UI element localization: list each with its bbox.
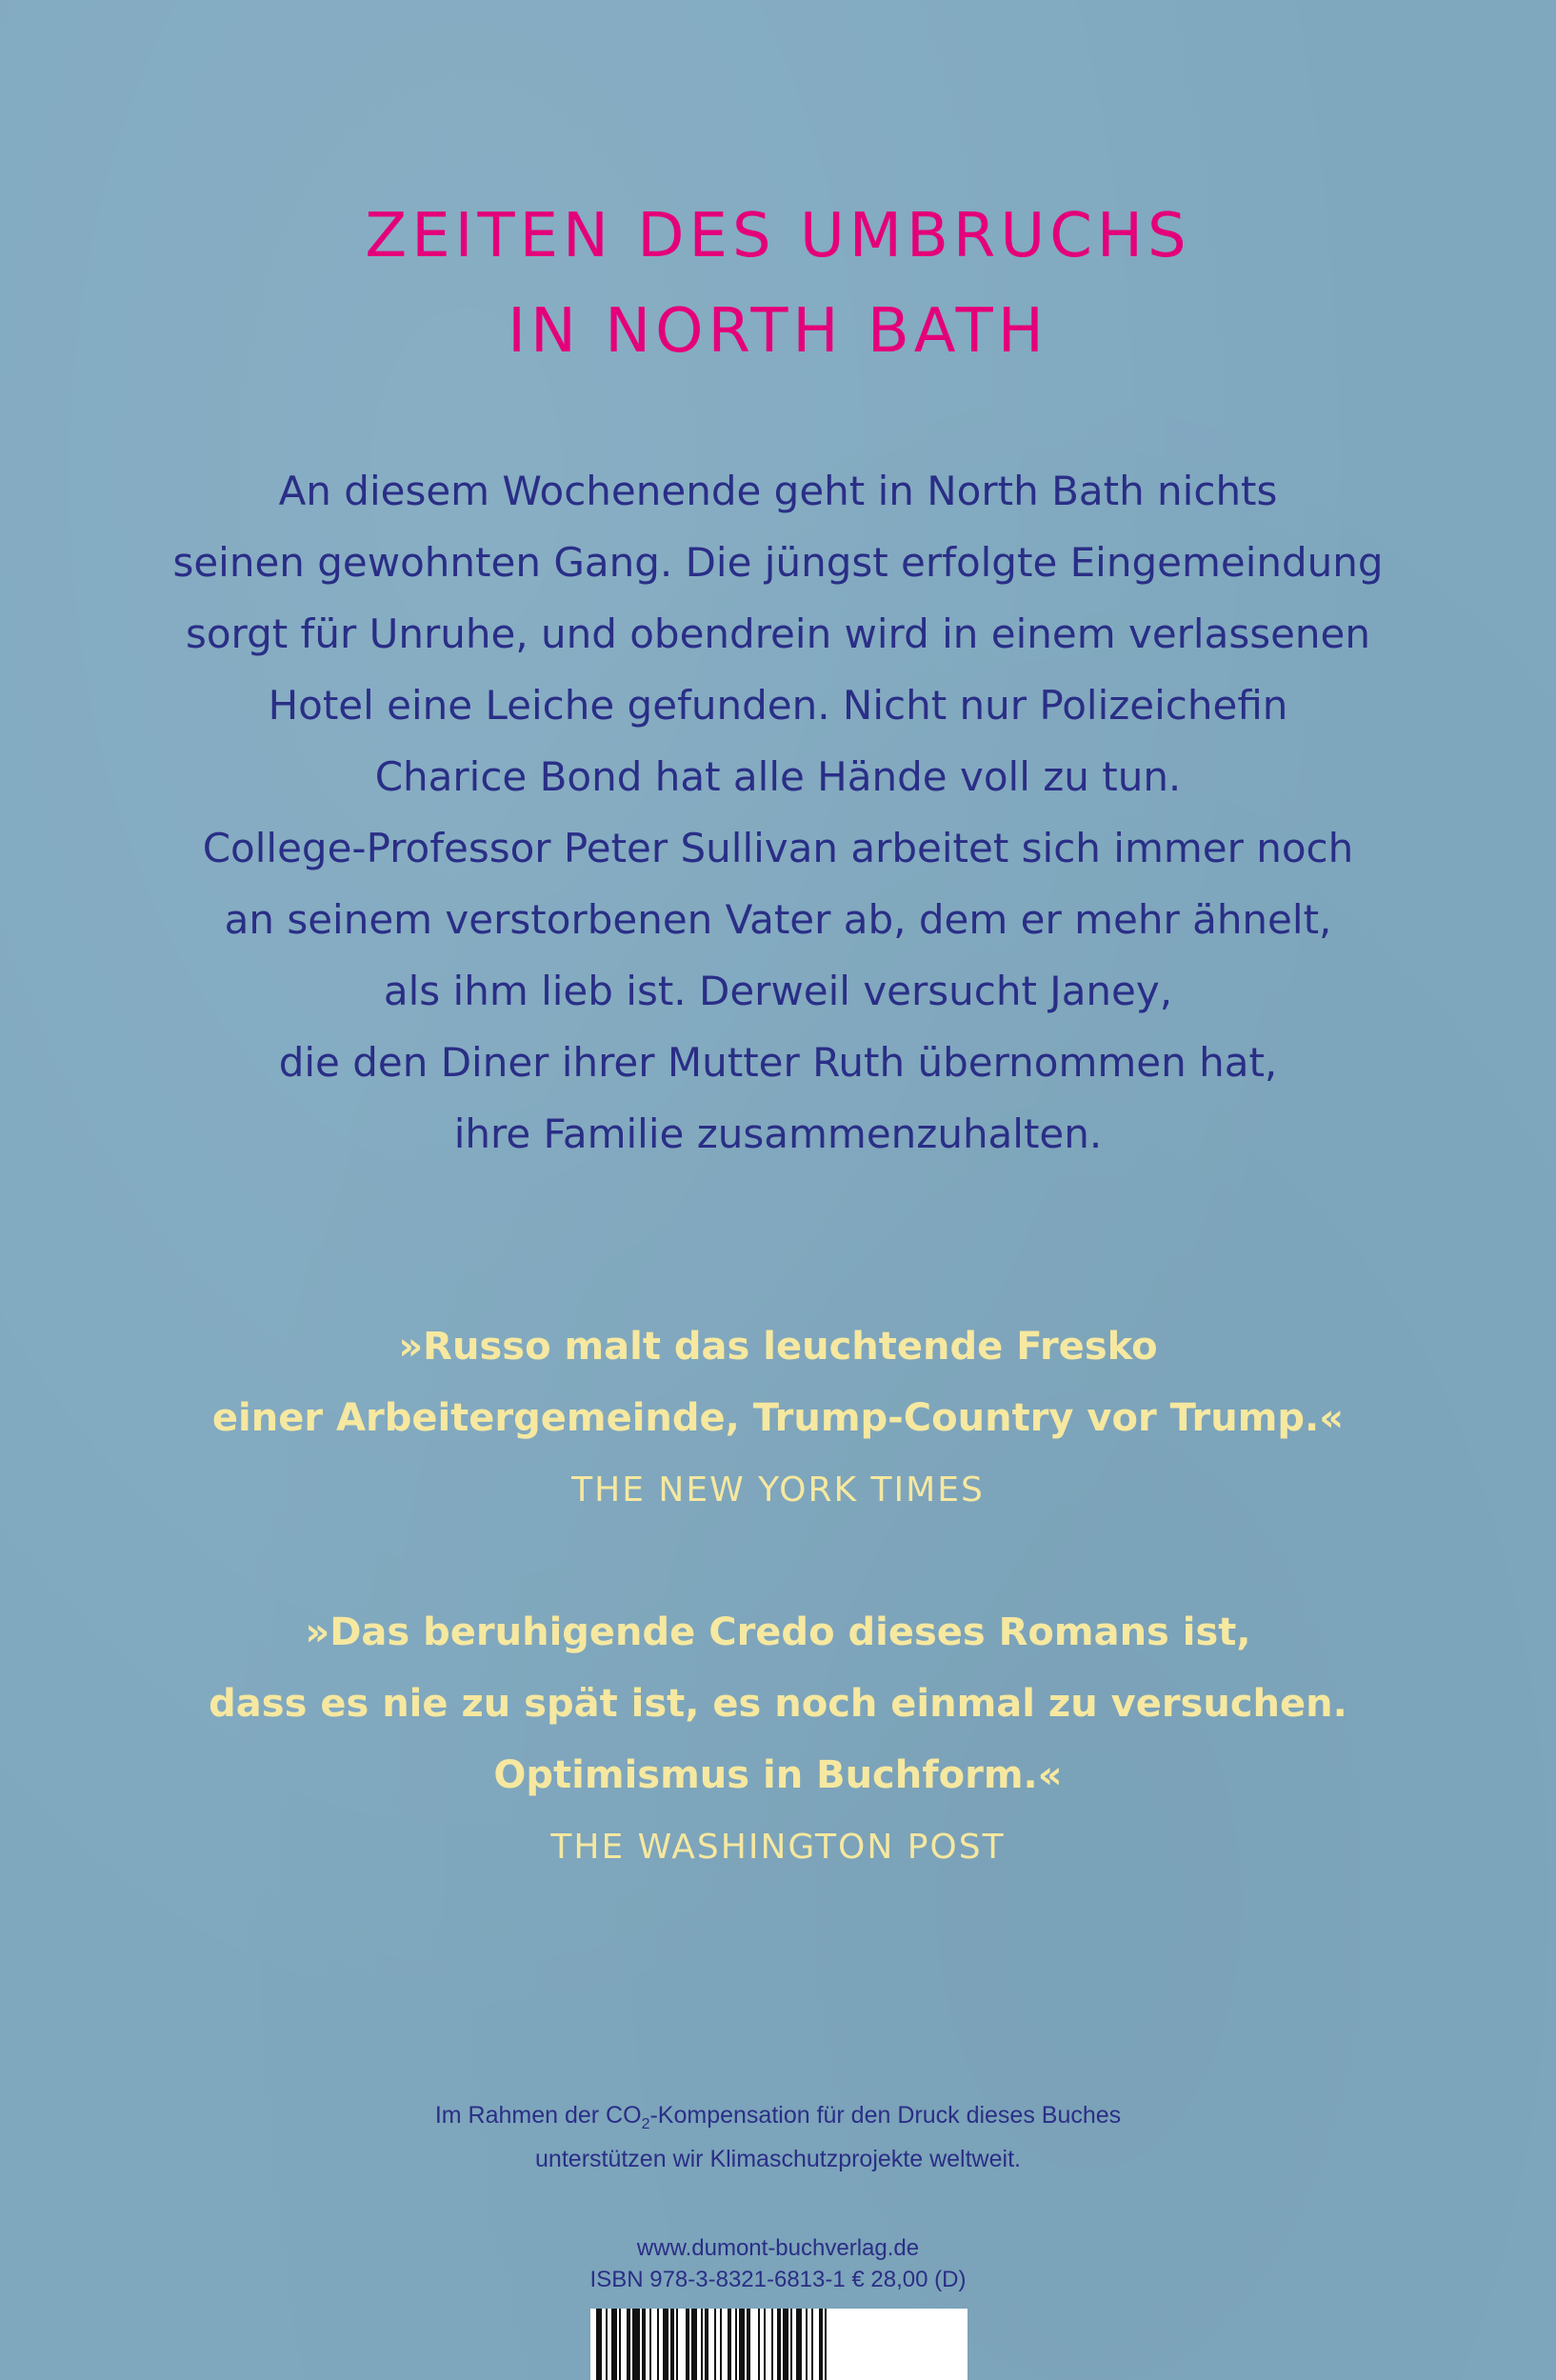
- barcode-bar: [606, 2309, 608, 2380]
- headline-line: ZEITEN DES UMBRUCHS: [365, 201, 1191, 271]
- barcode-bar: [720, 2309, 722, 2380]
- barcode-bar: [619, 2309, 621, 2380]
- notice-text: Im Rahmen der CO: [434, 2102, 642, 2129]
- barcode-bar: [642, 2309, 646, 2380]
- notice-line-1: [0, 2098, 1556, 2142]
- barcode: [590, 2309, 968, 2380]
- climate-notice: [0, 2098, 1556, 2176]
- blurb-line: die den Diner ihrer Mutter Ruth übernommen hat,: [278, 1039, 1278, 1086]
- barcode-bar: [691, 2309, 697, 2380]
- quote-source: THE WASHINGTON POST: [550, 1828, 1006, 1867]
- barcode-bar: [632, 2309, 640, 2380]
- blurb-line: An diesem Wochenende geht in North Bath nichts: [278, 468, 1278, 514]
- barcode-bar: [649, 2309, 651, 2380]
- barcode-bar: [796, 2309, 802, 2380]
- barcode-bar: [728, 2309, 731, 2380]
- notice-text: -Kompensation für den Druck dieses Buches: [649, 2102, 1122, 2129]
- barcode-bar: [627, 2309, 630, 2380]
- barcode-bar: [705, 2309, 708, 2380]
- blurb-line: sorgt für Unruhe, und obendrein wird in einem verlassenen: [185, 610, 1371, 657]
- headline-line: IN NORTH BATH: [508, 296, 1048, 367]
- quote-line: »Russo malt das leuchtende Fresko: [398, 1325, 1158, 1369]
- barcode-bar: [735, 2309, 737, 2380]
- barcode-bar: [790, 2309, 792, 2380]
- barcode-bar: [825, 2309, 827, 2380]
- quote-line: »Das beruhigende Credo dieses Romans ist,: [305, 1610, 1251, 1654]
- notice-line-2: unterstützen wir Klimaschutzprojekte weltweit.: [535, 2146, 1021, 2172]
- headline: [0, 189, 1556, 379]
- barcode-bar: [714, 2309, 716, 2380]
- review-quote-wapo: [0, 1597, 1556, 1883]
- barcode-bar: [657, 2309, 659, 2380]
- quote-line: Optimismus in Buchform.«: [493, 1753, 1063, 1797]
- barcode-bar: [686, 2309, 689, 2380]
- publisher-website: www.dumont-buchverlag.de: [636, 2235, 920, 2261]
- barcode-graphic: [590, 2309, 968, 2380]
- barcode-bar: [806, 2309, 808, 2380]
- barcode-bar: [777, 2309, 781, 2380]
- barcode-bar: [663, 2309, 668, 2380]
- blurb-text: [0, 455, 1556, 1170]
- quote-line: einer Arbeitergemeinde, Trump-Country vor Trump.«: [211, 1396, 1345, 1440]
- blurb-line: seinen gewohnten Gang. Die jüngst erfolgte Eingemeindung: [172, 539, 1384, 586]
- barcode-bar: [701, 2309, 703, 2380]
- publisher-imprint: [0, 2232, 1556, 2295]
- barcode-bar: [676, 2309, 678, 2380]
- quote-source: THE NEW YORK TIMES: [571, 1470, 985, 1510]
- barcode-bar: [764, 2309, 766, 2380]
- barcode-bar: [747, 2309, 750, 2380]
- quote-line: dass es nie zu spät ist, es noch einmal zu versuchen.: [209, 1682, 1347, 1726]
- isbn-price: ISBN 978-3-8321-6813-1 € 28,00 (D): [589, 2267, 967, 2292]
- barcode-bar: [811, 2309, 813, 2380]
- barcode-bar: [819, 2309, 823, 2380]
- blurb-line: College-Professor Peter Sullivan arbeitet sich immer noch: [202, 825, 1354, 871]
- blurb-line: Charice Bond hat alle Hände voll zu tun.: [374, 753, 1182, 800]
- barcode-bar: [783, 2309, 788, 2380]
- notice-subscript: 2: [641, 2116, 650, 2132]
- blurb-line: an seinem verstorbenen Vater ab, dem er mehr ähnelt,: [224, 896, 1332, 943]
- barcode-bar: [739, 2309, 745, 2380]
- barcode-bar: [670, 2309, 674, 2380]
- barcode-bar: [758, 2309, 760, 2380]
- blurb-line: ihre Familie zusammenzuhalten.: [453, 1110, 1103, 1157]
- barcode-bar: [611, 2309, 617, 2380]
- blurb-line: Hotel eine Leiche gefunden. Nicht nur Polizeichefin: [268, 682, 1288, 729]
- review-quote-nyt: [0, 1311, 1556, 1526]
- barcode-bar: [771, 2309, 773, 2380]
- barcode-bar: [596, 2309, 602, 2380]
- blurb-line: als ihm lieb ist. Derweil versucht Janey,: [383, 968, 1173, 1014]
